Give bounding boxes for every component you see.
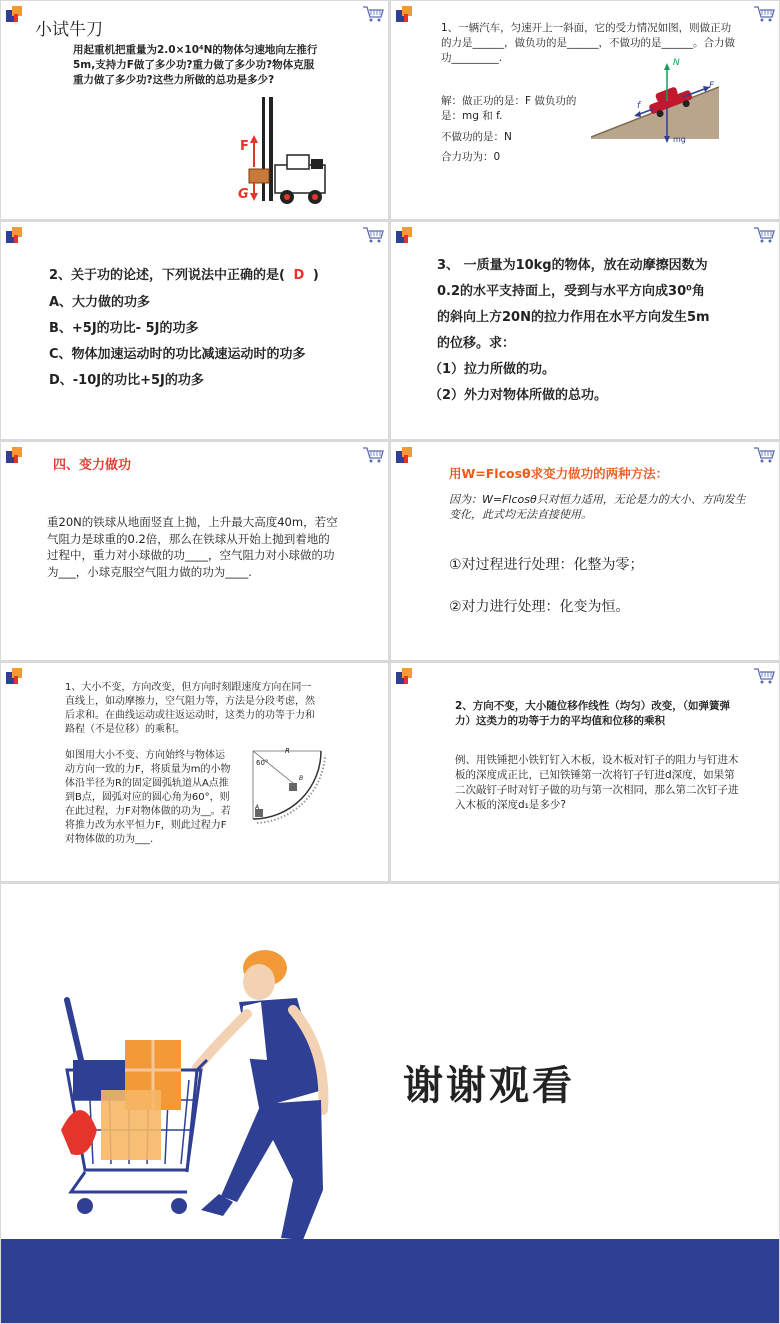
question-suffix: ) — [312, 268, 319, 283]
logo-icon — [4, 445, 24, 465]
slide-4 — [391, 222, 779, 439]
slide-7 — [1, 663, 388, 881]
shopper-with-cart-illustration — [61, 940, 371, 1260]
example-paragraph: 如图用大小不变、方向始终与物体运动方向一致的力F，将质量为m的小物体沿半径为R的固定圆弧轨道从A点推到B点，圆弧对应的圆心角为60°，则在此过程，力F对物体做的功为__。若将推力改为水平恒力F，则此过程力F对物体做的功为___. — [65, 750, 231, 845]
problem-line-1: 3、 一质量为10kg的物体，放在动摩擦因数为 — [437, 258, 708, 273]
option-d: D、-10J的功比+5J的功多 — [49, 373, 204, 388]
logo-icon — [394, 445, 414, 465]
sub-question-2: （2）外力对物体所做的总功。 — [429, 388, 608, 403]
problem-line-3: 的斜向上方20N的拉力作用在水平方向发生5m — [437, 310, 710, 325]
problem-line-2: 0.2的水平支持面上，受到与水平方向成30⁰角 — [437, 284, 705, 299]
force-f-label: F — [240, 139, 249, 154]
slide-8 — [391, 663, 779, 881]
answer-line-2: 不做功的是：N — [441, 131, 512, 143]
logo-icon — [4, 225, 24, 245]
thanks-text: 谢谢观看 — [403, 1063, 575, 1109]
force-f-label: F — [709, 81, 715, 91]
rule-paragraph: 1、大小不变，方向改变，但方向时刻跟速度方向在同一直线上，如动摩擦力，空气阻力等，方法是分段考虑，然后求和。在曲线运动或往返运动时，这类力的功等于力和路程（不是位移）的乘积。 — [65, 682, 315, 735]
slide-6 — [391, 442, 779, 660]
problem-line-4: 的位移。求： — [437, 336, 516, 351]
question-text: 用起重机把重量为2.0×10⁴N的物体匀速地向左推行5m,支持力F做了多少功?重力做了多少功?物体克服重力做了多少功?这些力所做的总功是多少? — [73, 44, 318, 86]
sub-question-1: （1）拉力所做的功。 — [429, 362, 556, 377]
question-text: 1、一辆汽车，匀速开上一斜面，它的受力情况如图，则做正功的力是______，做负功的是______，不做功的是______。合力做功_________. — [441, 22, 735, 64]
method-heading: 用W=Flcosθ求变力做功的两种方法： — [449, 466, 669, 481]
logo-icon — [394, 4, 414, 24]
question-prefix: 2、关于功的论述，下列说法中正确的是( — [49, 268, 285, 283]
cart-icon — [753, 446, 775, 464]
slide-9 — [1, 884, 779, 1323]
option-c: C、物体加速运动时的功比减速运动时的功多 — [49, 347, 306, 362]
force-g-label: G — [238, 187, 249, 202]
answer-line-3: 合力功为：0 — [441, 151, 501, 163]
logo-icon — [4, 4, 24, 24]
cart-icon — [362, 226, 384, 244]
weight-label: mg — [673, 135, 686, 144]
method-1: ①对过程进行处理：化整为零； — [449, 557, 644, 573]
question-text — [49, 264, 319, 283]
slide-title: 小试牛刀 — [35, 20, 103, 40]
logo-icon — [394, 666, 414, 686]
answer-letter: D — [293, 268, 305, 283]
logo-icon — [4, 666, 24, 686]
angle-label: 60° — [256, 759, 269, 767]
example-text: 例、用铁锤把小铁钉钉入木板，设木板对钉子的阻力与钉进木板的深度成正比，已知铁锤第一次将钉子钉进d深度，如果第二次敲钉子时对钉子做的功与第一次相同，那么第二次钉子进入木板的深度d₁是多少? — [455, 754, 739, 811]
cart-icon — [362, 446, 384, 464]
friction-label: f — [637, 101, 641, 111]
note-text: 因为：W=Flcosθ只对恒力适用，无论是力的大小、方向发生变化，此式均无法直接使用。 — [449, 493, 746, 521]
point-a-label: A — [255, 804, 260, 811]
answer-line-1: 解：做正功的是：F 做负功的是：mg 和 f. — [441, 95, 577, 122]
slide-2 — [391, 1, 779, 219]
option-a: A、大力做的功多 — [49, 295, 151, 310]
section-heading: 四、变力做功 — [53, 458, 132, 473]
problem-text: 重20N的铁球从地面竖直上抛，上升最大高度40m，若空气阻力是球重的0.2倍，那么在铁球从开始上抛到着地的过程中，重力对小球做的功____，空气阻力对小球做的功为___，小球克服空气阻力做的功为____. — [47, 515, 338, 579]
slide-5 — [1, 442, 388, 660]
cart-icon — [753, 5, 775, 23]
option-b: B、+5J的功比- 5J的功多 — [49, 321, 199, 336]
force-n-label: N — [673, 58, 680, 68]
radius-label: R — [285, 747, 290, 755]
slide-3 — [1, 222, 388, 439]
cart-icon — [753, 226, 775, 244]
method-2: ②对力进行处理：化变为恒。 — [449, 599, 630, 615]
logo-icon — [394, 225, 414, 245]
cart-icon — [753, 667, 775, 685]
slide-1 — [1, 1, 388, 219]
rule-heading: 2、方向不变，大小随位移作线性（均匀）改变，（如弹簧弹力）这类力的功等于力的平均值和位移的乘积 — [455, 700, 731, 727]
point-b-label: B — [299, 775, 304, 782]
incline-car-diagram — [591, 59, 719, 149]
cart-icon — [362, 5, 384, 23]
